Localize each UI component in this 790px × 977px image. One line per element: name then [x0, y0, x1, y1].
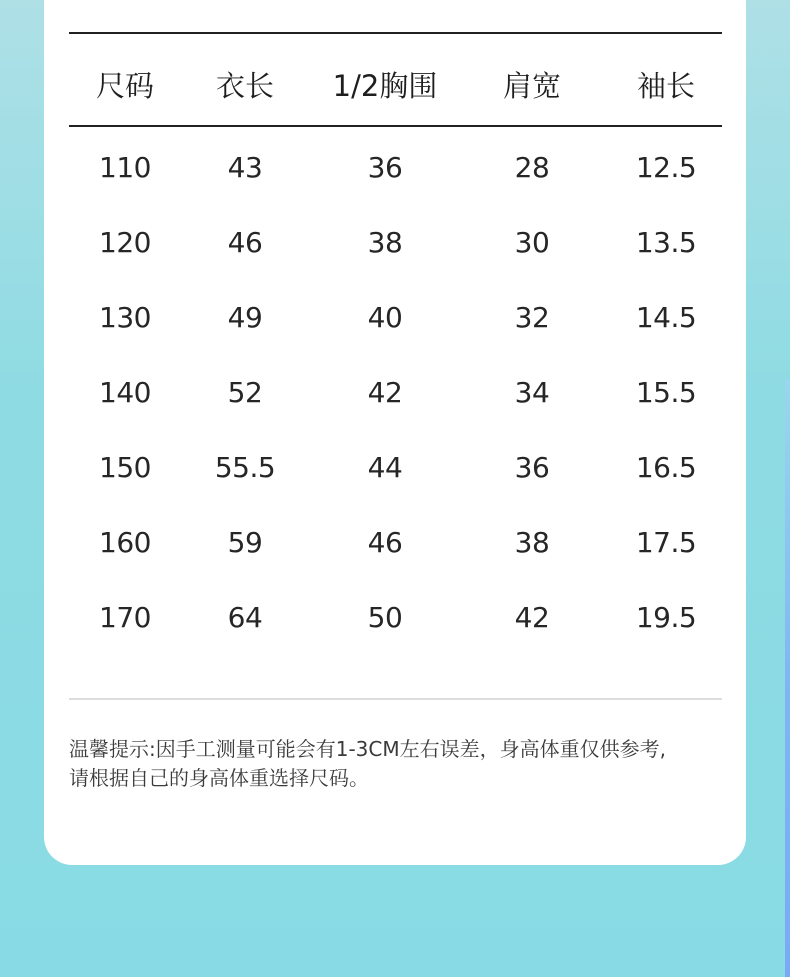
table-row	[69, 577, 722, 652]
note-line-1: 温馨提示:因手工测量可能会有1-3CM左右误差，身高体重仅供参考,	[69, 737, 666, 761]
cell-half-chest: 38	[367, 226, 403, 259]
table-row	[69, 277, 722, 352]
cell-size: 160	[99, 526, 151, 559]
table-row	[69, 352, 722, 427]
cell-length: 43	[227, 151, 263, 184]
cell-length: 64	[227, 601, 263, 634]
table-row	[69, 427, 722, 502]
table-row	[69, 502, 722, 577]
cell-shoulder: 42	[514, 601, 550, 634]
cell-length: 52	[227, 376, 263, 409]
cell-sleeve: 12.5	[635, 151, 697, 184]
cell-half-chest: 36	[367, 151, 403, 184]
header-shoulder: 肩宽	[502, 69, 562, 103]
cell-sleeve: 19.5	[635, 601, 697, 634]
cell-size: 130	[99, 301, 151, 334]
table-row	[69, 202, 722, 277]
cell-shoulder: 28	[514, 151, 550, 184]
table-bottom-rule	[69, 698, 722, 700]
header-half-chest: 1/2胸围	[332, 69, 438, 103]
header-length: 衣长	[215, 69, 275, 103]
header-size: 尺码	[95, 69, 155, 103]
measurement-note	[69, 735, 734, 793]
cell-size: 110	[99, 151, 151, 184]
cell-shoulder: 34	[514, 376, 550, 409]
cell-sleeve: 14.5	[635, 301, 697, 334]
side-accent-strip	[785, 380, 790, 977]
cell-length: 55.5	[214, 451, 276, 484]
cell-shoulder: 32	[514, 301, 550, 334]
cell-shoulder: 36	[514, 451, 550, 484]
cell-sleeve: 17.5	[635, 526, 697, 559]
cell-length: 59	[227, 526, 263, 559]
size-chart-card	[44, 0, 746, 865]
cell-size: 140	[99, 376, 151, 409]
note-line-2: 请根据自己的身高体重选择尺码。	[69, 766, 369, 790]
table-row	[69, 127, 722, 202]
header-sleeve: 袖长	[636, 69, 696, 103]
cell-half-chest: 42	[367, 376, 403, 409]
cell-shoulder: 38	[514, 526, 550, 559]
cell-sleeve: 13.5	[635, 226, 697, 259]
cell-size: 120	[99, 226, 151, 259]
cell-half-chest: 44	[367, 451, 403, 484]
cell-sleeve: 15.5	[635, 376, 697, 409]
cell-half-chest: 40	[367, 301, 403, 334]
cell-half-chest: 46	[367, 526, 403, 559]
cell-shoulder: 30	[514, 226, 550, 259]
cell-size: 150	[99, 451, 151, 484]
cell-half-chest: 50	[367, 601, 403, 634]
cell-size: 170	[99, 601, 151, 634]
table-header-row	[69, 34, 722, 125]
cell-length: 46	[227, 226, 263, 259]
cell-length: 49	[227, 301, 263, 334]
cell-sleeve: 16.5	[635, 451, 697, 484]
